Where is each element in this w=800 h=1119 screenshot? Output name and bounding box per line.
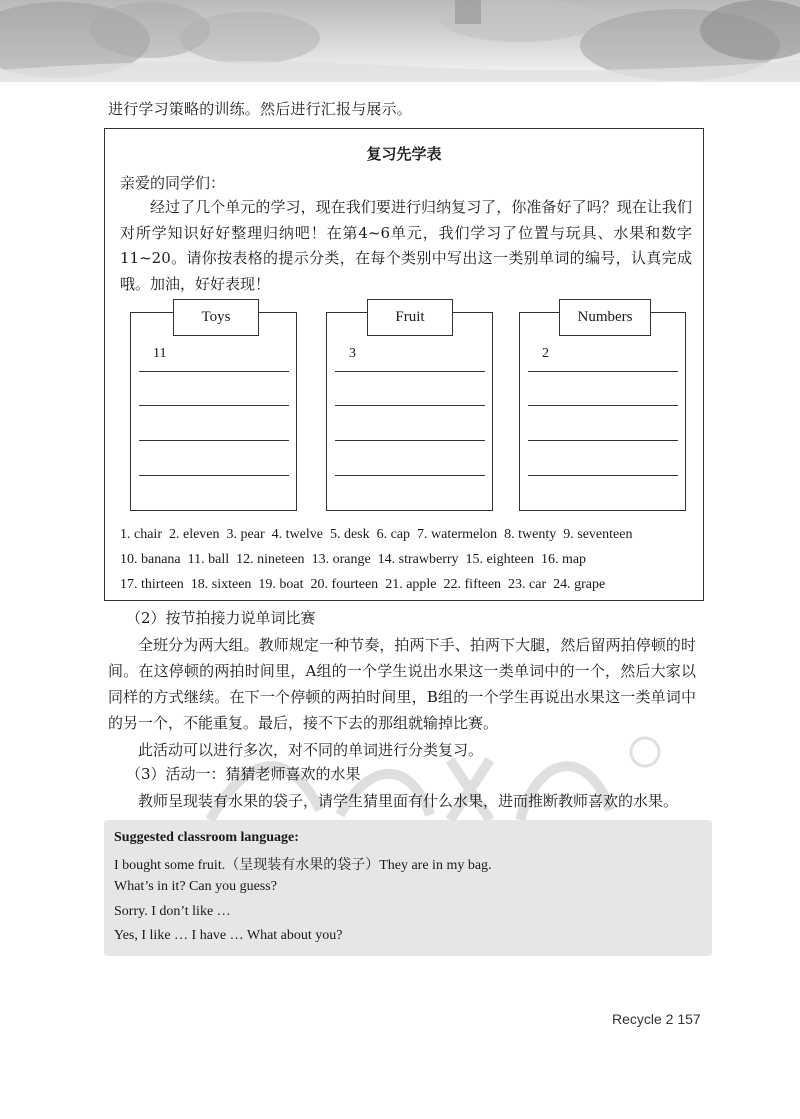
answer-line xyxy=(528,371,678,372)
answer-line xyxy=(528,440,678,441)
word-item: 11. ball xyxy=(187,552,230,567)
classroom-language-line: What’s in it? Can you guess? xyxy=(114,879,277,894)
card-example-number: 2 xyxy=(542,346,549,361)
section-2-heading: （2）按节拍接力说单词比赛 xyxy=(126,609,316,627)
word-list xyxy=(120,522,695,597)
word-item: 5. desk xyxy=(329,527,370,542)
word-item: 13. orange xyxy=(311,552,371,567)
word-item: 15. eighteen xyxy=(465,552,534,567)
card-example-number: 3 xyxy=(349,346,356,361)
category-card-toys xyxy=(130,312,297,511)
word-item: 24. grape xyxy=(553,577,606,592)
word-item: 17. thirteen xyxy=(120,577,184,592)
answer-line xyxy=(139,440,289,441)
word-item: 6. cap xyxy=(376,527,411,542)
answer-line xyxy=(335,405,485,406)
word-item: 14. strawberry xyxy=(377,552,459,567)
category-label-numbers: Numbers xyxy=(559,299,651,336)
intro-text: 进行学习策略的训练。然后进行汇报与展示。 xyxy=(108,100,413,118)
answer-line xyxy=(335,440,485,441)
classroom-language-box xyxy=(104,820,712,956)
classroom-language-heading: Suggested classroom language: xyxy=(114,830,299,845)
word-item: 23. car xyxy=(508,577,547,592)
answer-line xyxy=(335,475,485,476)
page-number: Recycle 2 157 xyxy=(612,1011,701,1027)
word-item: 22. fifteen xyxy=(443,577,502,592)
category-label-fruit: Fruit xyxy=(367,299,453,336)
word-item: 18. sixteen xyxy=(190,577,252,592)
word-item: 16. map xyxy=(540,552,587,567)
word-item: 20. fourteen xyxy=(310,577,379,592)
classroom-language-line: Sorry. I don’t like … xyxy=(114,904,231,919)
word-list-line xyxy=(120,572,695,597)
word-item: 3. pear xyxy=(226,527,265,542)
word-item: 4. twelve xyxy=(271,527,323,542)
worksheet-title: 复习先学表 xyxy=(366,145,442,163)
answer-line xyxy=(139,371,289,372)
word-list-line xyxy=(120,547,695,572)
worksheet-box xyxy=(104,128,704,601)
word-item: 9. seventeen xyxy=(563,527,633,542)
banner-illustration xyxy=(0,0,800,82)
word-item: 12. nineteen xyxy=(236,552,305,567)
category-card-fruit xyxy=(326,312,493,511)
worksheet-paragraph: 经过了几个单元的学习，现在我们要进行归纳复习了，你准备好了吗？现在让我们对所学知识好好整理归纳吧！在第4~6单元，我们学习了位置与玩具、水果和数字11~20。请你按表格的提示分类，在每个类别中写出这一类别单词的编号，认真完成哦。加油，好好表现！ xyxy=(120,198,692,293)
word-item: 10. banana xyxy=(120,552,181,567)
classroom-language-line: I bought some fruit.（呈现装有水果的袋子）They are in my bag. xyxy=(114,858,492,873)
word-item: 8. twenty xyxy=(504,527,557,542)
answer-line xyxy=(528,475,678,476)
card-example-number: 11 xyxy=(153,346,167,361)
category-card-numbers xyxy=(519,312,686,511)
header-banner xyxy=(0,0,800,82)
word-item: 2. eleven xyxy=(168,527,220,542)
word-item: 1. chair xyxy=(120,527,162,542)
worksheet-greeting: 亲爱的同学们： xyxy=(120,174,226,192)
section-3-paragraph: 教师呈现装有水果的袋子，请学生猜里面有什么水果，进而推断教师喜欢的水果。 xyxy=(138,792,679,810)
answer-line xyxy=(335,371,485,372)
word-list-line xyxy=(120,522,695,547)
section-2-paragraph-1: 全班分为两大组。教师规定一种节奏，拍两下手、拍两下大腿，然后留两拍停顿的时间。在这停顿的两拍时间里，A组的一个学生说出水果这一类单词中的一个，然后大家以同样的方式继续。在下一个停顿的两拍时间里，B组的一个学生再说出水果这一类单词中的另一个，不能重复。最后，接不下去的那组就输掉比赛。 xyxy=(108,636,696,732)
word-item: 21. apple xyxy=(385,577,437,592)
classroom-language-line: Yes, I like … I have … What about you? xyxy=(114,928,343,943)
section-2-paragraph-2: 此活动可以进行多次，对不同的单词进行分类复习。 xyxy=(138,741,484,759)
answer-line xyxy=(139,405,289,406)
word-item: 7. watermelon xyxy=(417,527,498,542)
category-label-toys: Toys xyxy=(173,299,259,336)
answer-line xyxy=(528,405,678,406)
section-3-heading: （3）活动一：猜猜老师喜欢的水果 xyxy=(126,765,361,783)
word-item: 19. boat xyxy=(258,577,304,592)
answer-line xyxy=(139,475,289,476)
